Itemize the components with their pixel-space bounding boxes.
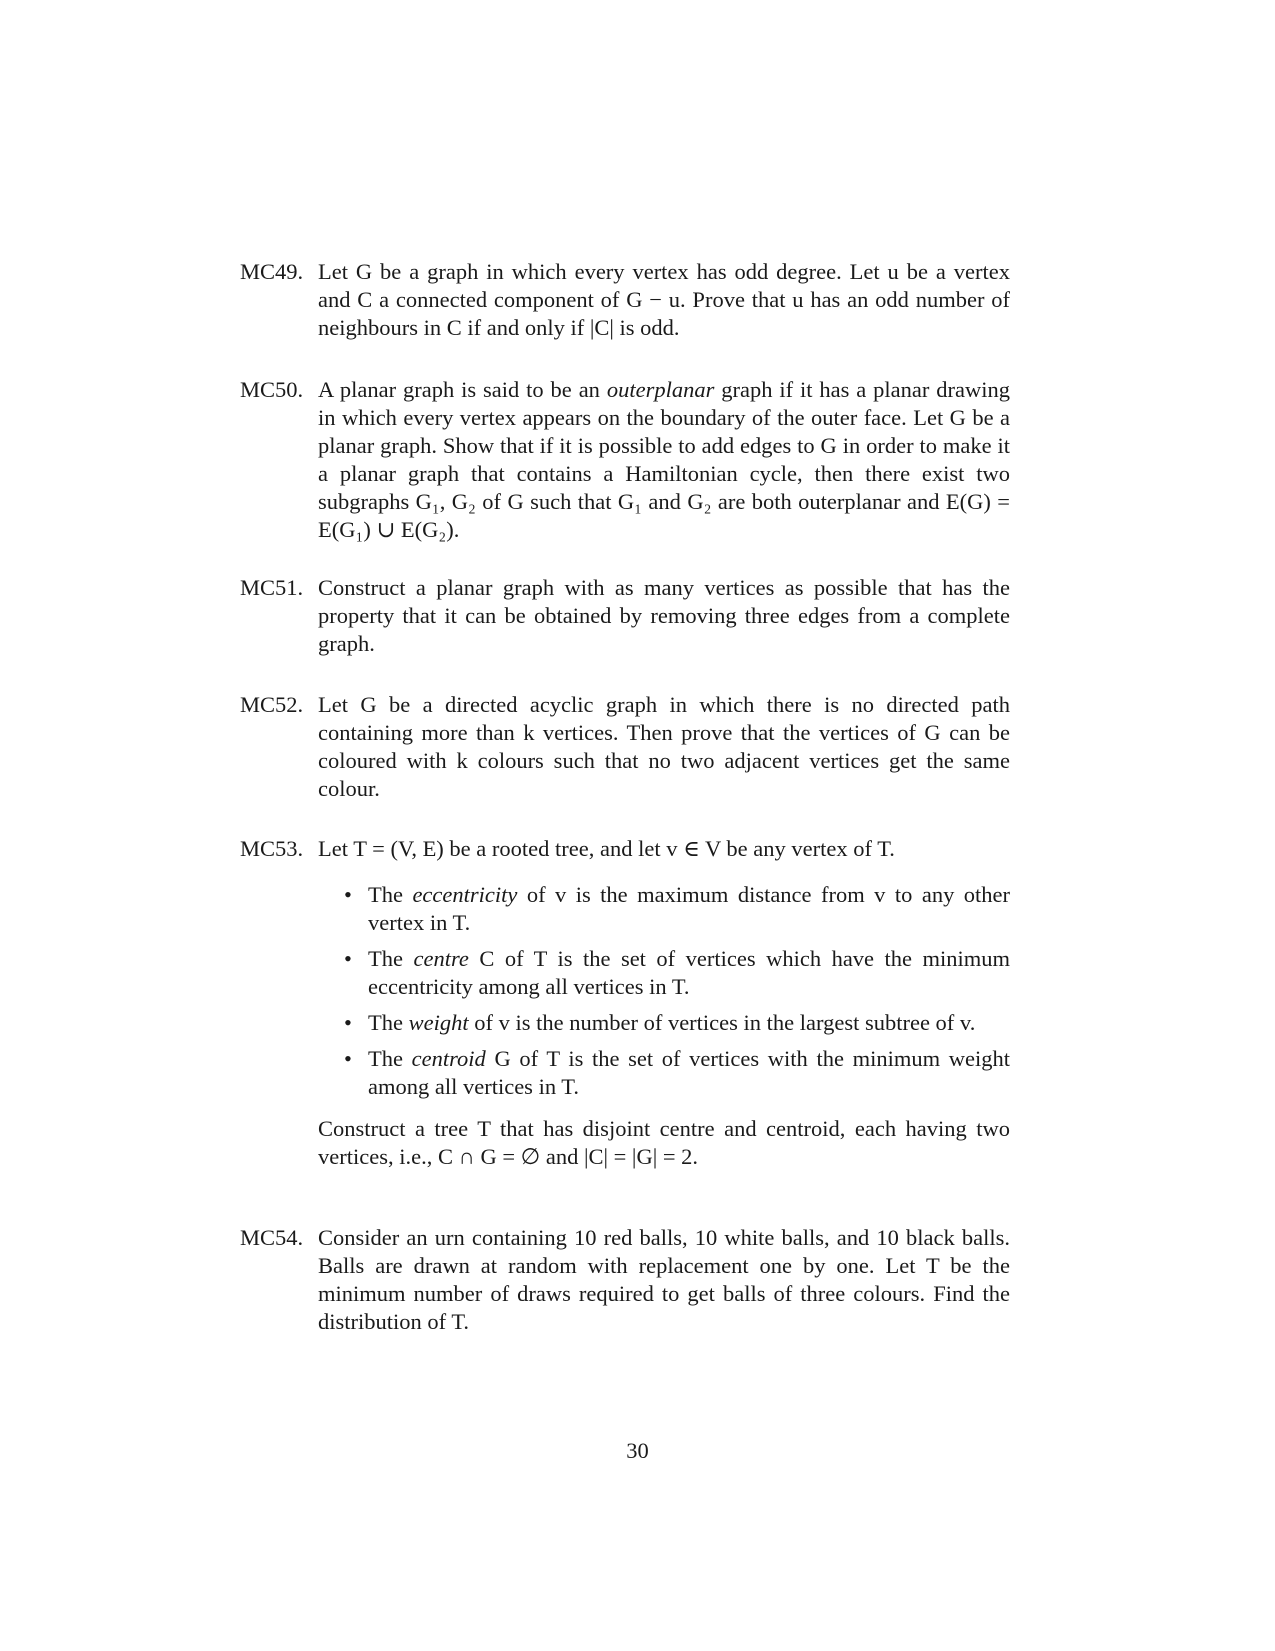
problem-text: Consider an urn containing 10 red balls, 10 white balls, and 10 black balls. Balls are drawn at random with replacement one by one. Let T be the minimum number of draws required to get balls of three colours. Find the distribution of T. <box>318 1225 1010 1334</box>
problem-number: MC51. <box>240 575 304 600</box>
problem-number: MC53. <box>240 836 304 861</box>
defined-term: eccentricity <box>412 882 518 907</box>
problem-number: MC52. <box>240 692 304 717</box>
problem-number: MC49. <box>240 259 304 284</box>
definition-item: • The centroid G of T is the set of vertices with the minimum weight among all vertices in T. <box>368 1045 1010 1101</box>
problem-number: MC54. <box>240 1225 304 1250</box>
problem-text: Let G be a directed acyclic graph in which there is no directed path containing more than k vertices. Then prove that the vertices of G can be coloured with k colours such that no two adjacent vertices get the same colour. <box>318 692 1010 801</box>
defined-term: weight <box>408 1010 469 1035</box>
problem-mc54 <box>240 1224 1010 1336</box>
problem-mc49 <box>240 258 1010 342</box>
defined-term: outerplanar <box>606 377 715 402</box>
definition-item: • The centre C of T is the set of vertices which have the minimum eccentricity among all vertices in T. <box>368 945 1010 1001</box>
defined-term: centre <box>413 946 469 971</box>
problem-text: Let G be a graph in which every vertex has odd degree. Let u be a vertex and C a connected component of G − u. Prove that u has an odd number of neighbours in C if and only if |C| is odd. <box>318 259 1010 340</box>
problem-conclusion: Construct a tree T that has disjoint centre and centroid, each having two vertices, i.e., C ∩ G = ∅ and |C| = |G| = 2. <box>318 1116 1010 1169</box>
definition-item: • The weight of v is the number of vertices in the largest subtree of v. <box>368 1009 1010 1037</box>
definition-list <box>318 881 1010 1101</box>
problem-mc51 <box>240 574 1010 658</box>
defined-term: centroid <box>411 1046 486 1071</box>
problem-number: MC50. <box>240 377 304 402</box>
problem-mc50 <box>240 376 1010 544</box>
problem-mc52 <box>240 691 1010 803</box>
definition-item: • The eccentricity of v is the maximum distance from v to any other vertex in T. <box>368 881 1010 937</box>
problem-text: Construct a planar graph with as many vertices as possible that has the property that it can be obtained by removing three edges from a complete graph. <box>318 575 1010 656</box>
page-number: 30 <box>626 1438 649 1463</box>
problem-text: A planar graph is said to be an outerplanar graph if it has a planar drawing in which every vertex appears on the boundary of the outer face. Let G be a planar graph. Show that if it is possible to add edges to G in order to make it a planar graph that contains a Hamiltonian cycle, then there exist two subgraphs G₁, G₂ of G such that G₁ and G₂ are both outerplanar and E(G) = E(G₁) ∪ E(G₂). <box>318 377 1010 542</box>
problem-intro: Let T = (V, E) be a rooted tree, and let v ∈ V be any vertex of T. <box>318 836 895 861</box>
problem-mc53 <box>240 835 1010 1171</box>
